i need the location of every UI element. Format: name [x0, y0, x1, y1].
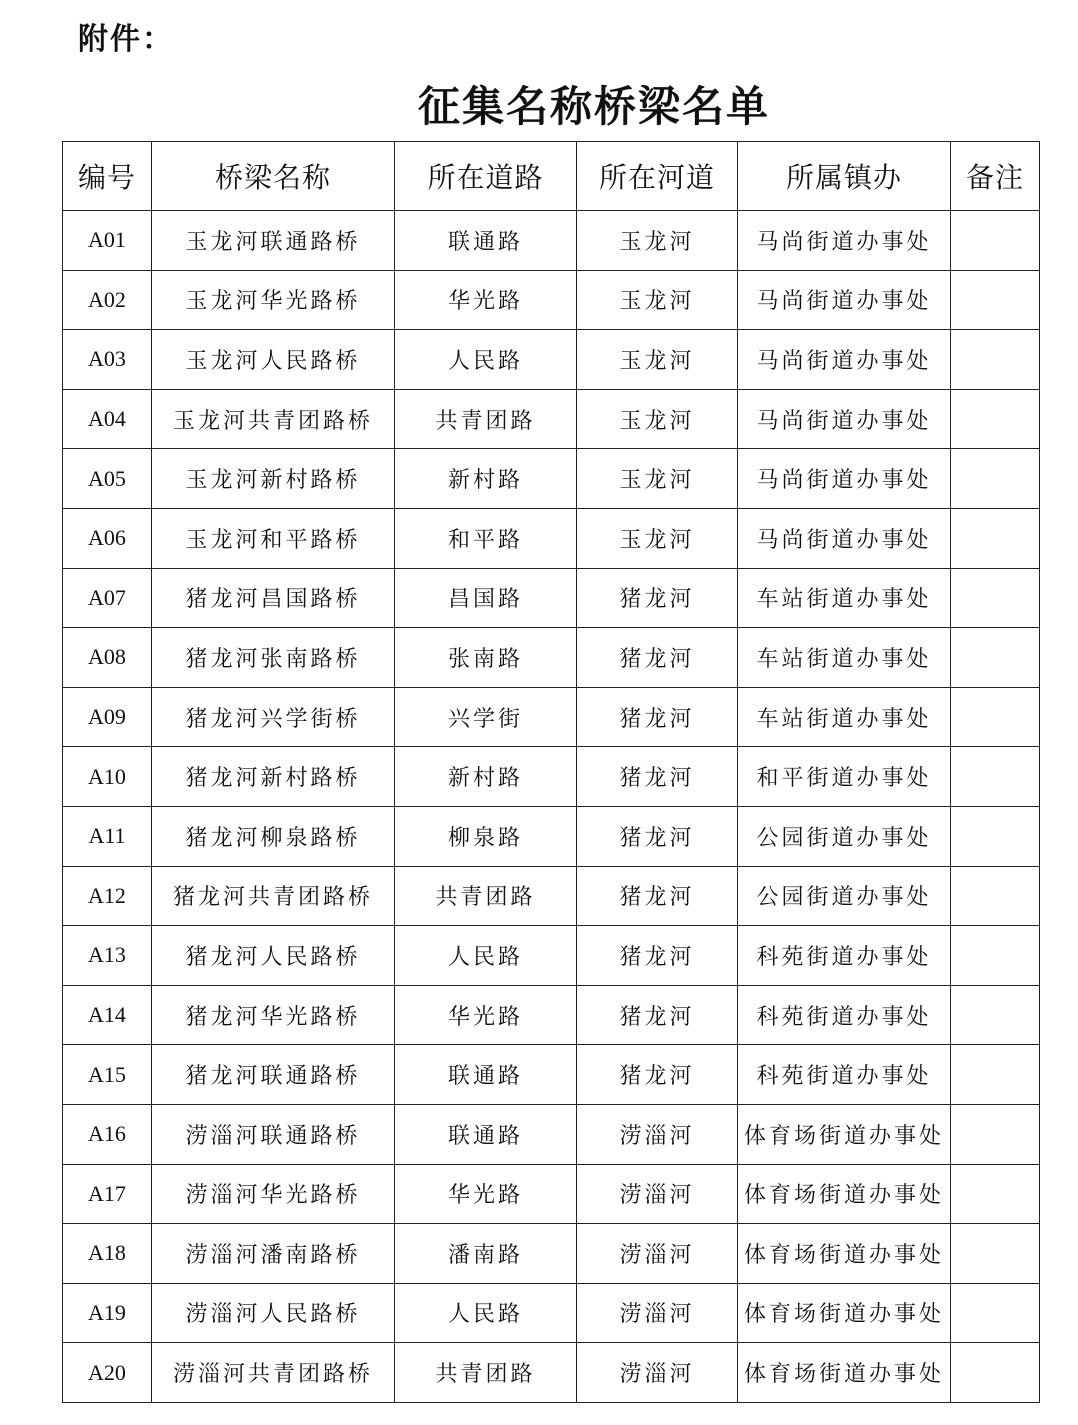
cell-id: A18 — [63, 1224, 152, 1284]
cell-river: 涝淄河 — [577, 1343, 738, 1403]
cell-river: 涝淄河 — [577, 1164, 738, 1224]
cell-road: 华光路 — [395, 270, 577, 330]
cell-office: 体育场街道办事处 — [738, 1104, 951, 1164]
cell-note — [951, 568, 1040, 628]
cell-note — [951, 449, 1040, 509]
cell-road: 人民路 — [395, 330, 577, 390]
cell-note — [951, 508, 1040, 568]
cell-office: 科苑街道办事处 — [738, 985, 951, 1045]
cell-id: A02 — [63, 270, 152, 330]
cell-id: A11 — [63, 806, 152, 866]
cell-note — [951, 747, 1040, 807]
attachment-label: 附件： — [78, 22, 174, 57]
cell-office: 体育场街道办事处 — [738, 1343, 951, 1403]
cell-road: 柳泉路 — [395, 806, 577, 866]
cell-office: 马尚街道办事处 — [738, 449, 951, 509]
cell-note — [951, 270, 1040, 330]
cell-road: 共青团路 — [395, 389, 577, 449]
cell-river: 玉龙河 — [577, 449, 738, 509]
cell-road: 联通路 — [395, 1104, 577, 1164]
table-row — [63, 866, 1040, 926]
table-row — [63, 1343, 1040, 1403]
column-header-bridge-name: 桥梁名称 — [152, 142, 395, 211]
cell-bridge-name: 涝淄河华光路桥 — [152, 1164, 395, 1224]
cell-office: 体育场街道办事处 — [738, 1283, 951, 1343]
cell-river: 猪龙河 — [577, 806, 738, 866]
cell-office: 公园街道办事处 — [738, 806, 951, 866]
cell-bridge-name: 玉龙河人民路桥 — [152, 330, 395, 390]
cell-note — [951, 330, 1040, 390]
cell-note — [951, 1283, 1040, 1343]
cell-office: 马尚街道办事处 — [738, 330, 951, 390]
cell-road: 张南路 — [395, 628, 577, 688]
cell-note — [951, 1104, 1040, 1164]
cell-river: 猪龙河 — [577, 568, 738, 628]
cell-office: 科苑街道办事处 — [738, 1045, 951, 1105]
table-row — [63, 449, 1040, 509]
cell-note — [951, 1045, 1040, 1105]
cell-id: A15 — [63, 1045, 152, 1105]
cell-office: 体育场街道办事处 — [738, 1224, 951, 1284]
table-row — [63, 1104, 1040, 1164]
cell-river: 涝淄河 — [577, 1283, 738, 1343]
cell-note — [951, 628, 1040, 688]
table-row — [63, 806, 1040, 866]
cell-river: 涝淄河 — [577, 1104, 738, 1164]
cell-id: A09 — [63, 687, 152, 747]
cell-road: 人民路 — [395, 1283, 577, 1343]
cell-id: A01 — [63, 211, 152, 271]
cell-road: 潘南路 — [395, 1224, 577, 1284]
cell-office: 车站街道办事处 — [738, 687, 951, 747]
cell-id: A12 — [63, 866, 152, 926]
cell-note — [951, 211, 1040, 271]
table-row — [63, 1224, 1040, 1284]
table-header-row — [63, 142, 1040, 211]
table-row — [63, 389, 1040, 449]
table-row — [63, 508, 1040, 568]
cell-bridge-name: 玉龙河共青团路桥 — [152, 389, 395, 449]
table-row — [63, 1045, 1040, 1105]
cell-road: 兴学街 — [395, 687, 577, 747]
cell-river: 玉龙河 — [577, 211, 738, 271]
column-header-road: 所在道路 — [395, 142, 577, 211]
cell-id: A03 — [63, 330, 152, 390]
column-header-id: 编号 — [63, 142, 152, 211]
table-row — [63, 270, 1040, 330]
cell-id: A06 — [63, 508, 152, 568]
cell-river: 玉龙河 — [577, 330, 738, 390]
cell-note — [951, 1224, 1040, 1284]
cell-river: 猪龙河 — [577, 866, 738, 926]
cell-bridge-name: 涝淄河联通路桥 — [152, 1104, 395, 1164]
table-row — [63, 926, 1040, 986]
table-row — [63, 747, 1040, 807]
cell-river: 猪龙河 — [577, 628, 738, 688]
cell-note — [951, 687, 1040, 747]
cell-id: A17 — [63, 1164, 152, 1224]
table-row — [63, 985, 1040, 1045]
cell-road: 华光路 — [395, 985, 577, 1045]
cell-road: 华光路 — [395, 1164, 577, 1224]
cell-office: 车站街道办事处 — [738, 628, 951, 688]
cell-road: 共青团路 — [395, 866, 577, 926]
cell-road: 新村路 — [395, 747, 577, 807]
cell-note — [951, 926, 1040, 986]
table-row — [63, 628, 1040, 688]
table-body — [63, 211, 1040, 1403]
cell-road: 和平路 — [395, 508, 577, 568]
cell-bridge-name: 猪龙河兴学街桥 — [152, 687, 395, 747]
cell-bridge-name: 玉龙河华光路桥 — [152, 270, 395, 330]
cell-river: 猪龙河 — [577, 926, 738, 986]
table-row — [63, 1164, 1040, 1224]
cell-bridge-name: 猪龙河新村路桥 — [152, 747, 395, 807]
cell-id: A08 — [63, 628, 152, 688]
cell-river: 玉龙河 — [577, 389, 738, 449]
cell-office: 马尚街道办事处 — [738, 389, 951, 449]
cell-bridge-name: 涝淄河共青团路桥 — [152, 1343, 395, 1403]
cell-office: 马尚街道办事处 — [738, 508, 951, 568]
cell-road: 共青团路 — [395, 1343, 577, 1403]
cell-id: A07 — [63, 568, 152, 628]
column-header-river: 所在河道 — [577, 142, 738, 211]
table-row — [63, 568, 1040, 628]
cell-bridge-name: 玉龙河新村路桥 — [152, 449, 395, 509]
cell-id: A16 — [63, 1104, 152, 1164]
cell-river: 玉龙河 — [577, 508, 738, 568]
cell-bridge-name: 涝淄河人民路桥 — [152, 1283, 395, 1343]
document-title: 征集名称桥梁名单 — [417, 82, 770, 131]
cell-bridge-name: 猪龙河华光路桥 — [152, 985, 395, 1045]
cell-office: 马尚街道办事处 — [738, 270, 951, 330]
cell-note — [951, 806, 1040, 866]
cell-river: 猪龙河 — [577, 985, 738, 1045]
cell-bridge-name: 猪龙河联通路桥 — [152, 1045, 395, 1105]
cell-river: 涝淄河 — [577, 1224, 738, 1284]
cell-note — [951, 866, 1040, 926]
cell-river: 猪龙河 — [577, 747, 738, 807]
cell-bridge-name: 涝淄河潘南路桥 — [152, 1224, 395, 1284]
cell-id: A14 — [63, 985, 152, 1045]
cell-road: 联通路 — [395, 1045, 577, 1105]
cell-id: A05 — [63, 449, 152, 509]
cell-office: 车站街道办事处 — [738, 568, 951, 628]
bridge-list-table — [62, 141, 1040, 1403]
table-row — [63, 687, 1040, 747]
column-header-note: 备注 — [951, 142, 1040, 211]
cell-id: A20 — [63, 1343, 152, 1403]
cell-road: 人民路 — [395, 926, 577, 986]
cell-bridge-name: 猪龙河人民路桥 — [152, 926, 395, 986]
cell-office: 科苑街道办事处 — [738, 926, 951, 986]
cell-bridge-name: 猪龙河张南路桥 — [152, 628, 395, 688]
cell-note — [951, 1164, 1040, 1224]
cell-road: 新村路 — [395, 449, 577, 509]
cell-office: 公园街道办事处 — [738, 866, 951, 926]
table-row — [63, 211, 1040, 271]
cell-note — [951, 389, 1040, 449]
column-header-office: 所属镇办 — [738, 142, 951, 211]
cell-road: 联通路 — [395, 211, 577, 271]
cell-id: A04 — [63, 389, 152, 449]
cell-bridge-name: 猪龙河共青团路桥 — [152, 866, 395, 926]
cell-river: 猪龙河 — [577, 687, 738, 747]
cell-bridge-name: 猪龙河昌国路桥 — [152, 568, 395, 628]
cell-note — [951, 985, 1040, 1045]
cell-office: 马尚街道办事处 — [738, 211, 951, 271]
cell-bridge-name: 玉龙河和平路桥 — [152, 508, 395, 568]
table-row — [63, 1283, 1040, 1343]
cell-id: A13 — [63, 926, 152, 986]
cell-bridge-name: 猪龙河柳泉路桥 — [152, 806, 395, 866]
cell-note — [951, 1343, 1040, 1403]
cell-river: 猪龙河 — [577, 1045, 738, 1105]
cell-office: 体育场街道办事处 — [738, 1164, 951, 1224]
cell-office: 和平街道办事处 — [738, 747, 951, 807]
cell-river: 玉龙河 — [577, 270, 738, 330]
table-row — [63, 330, 1040, 390]
cell-id: A19 — [63, 1283, 152, 1343]
cell-id: A10 — [63, 747, 152, 807]
cell-bridge-name: 玉龙河联通路桥 — [152, 211, 395, 271]
cell-road: 昌国路 — [395, 568, 577, 628]
